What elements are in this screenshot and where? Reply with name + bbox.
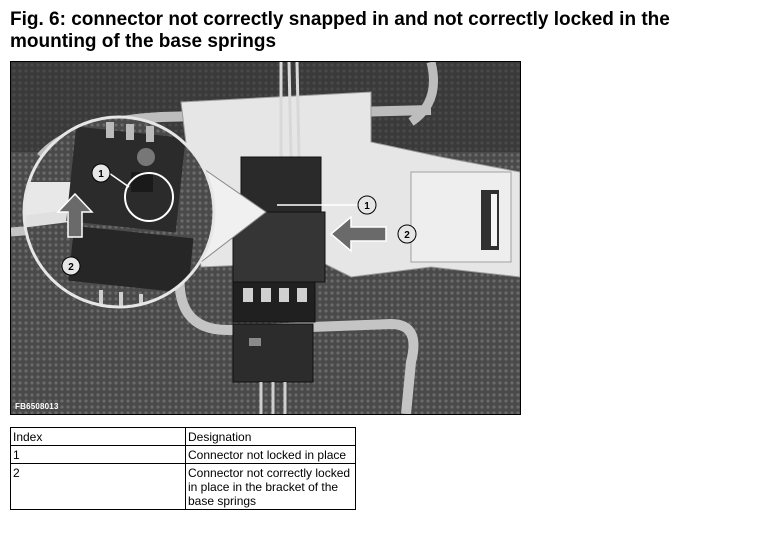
header-index: Index [11, 428, 186, 446]
table-row [11, 446, 356, 464]
table-row [11, 464, 356, 510]
row-designation: Connector not correctly locked in place in the bracket of the base springs [186, 464, 356, 510]
callout-2-inset [62, 257, 80, 275]
connector-photo [10, 61, 521, 415]
header-designation: Designation [186, 428, 356, 446]
callout-1-inset [92, 164, 110, 182]
legend-table [10, 427, 356, 510]
svg-text:1: 1 [98, 169, 104, 180]
row-index: 2 [11, 464, 186, 510]
svg-text:1: 1 [364, 201, 370, 212]
callout-2-main [398, 225, 416, 243]
row-designation: Connector not locked in place [186, 446, 356, 464]
photo-illustration [11, 62, 520, 414]
callout-1-main [358, 196, 376, 214]
image-code: FB6508013 [15, 402, 59, 411]
figure-title: Fig. 6: connector not correctly snapped in and not correctly locked in the mounting of the base springs [10, 9, 670, 52]
legend-header-row [11, 428, 356, 446]
row-index: 1 [11, 446, 186, 464]
svg-text:2: 2 [404, 230, 410, 241]
svg-text:2: 2 [68, 262, 74, 273]
